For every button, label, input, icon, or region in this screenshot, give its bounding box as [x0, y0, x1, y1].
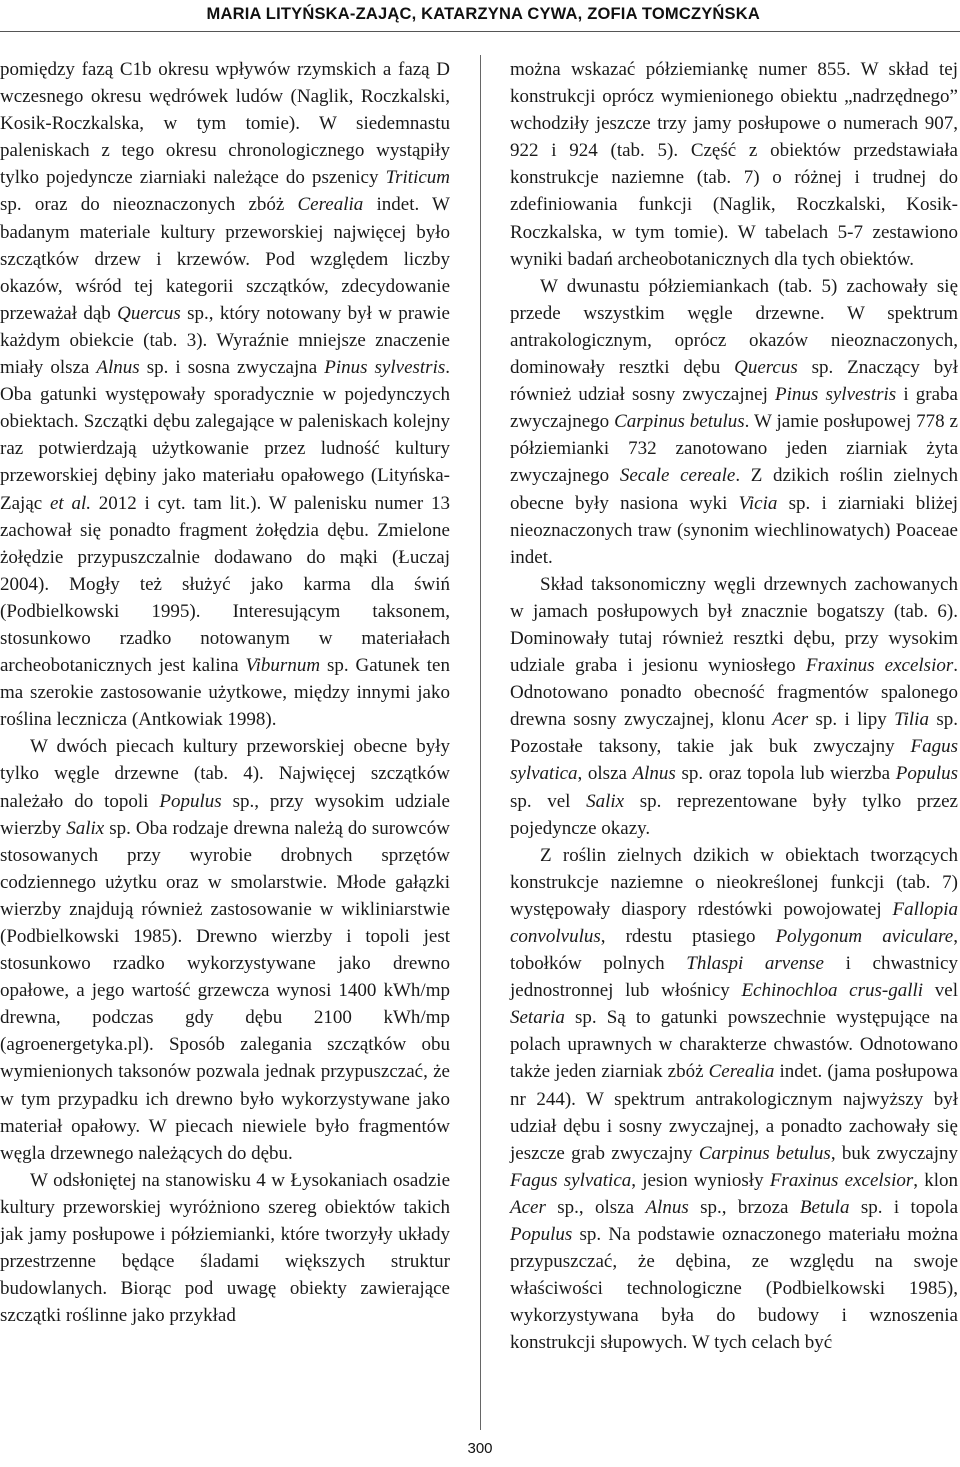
species-name: Salix	[586, 790, 625, 812]
text-run: indet. W badanym materiale kultury przeworskiej najwięcej było szczątków drzew i krzewów. Pod względem liczby okazów, wśród tej kategorii szczątków, zdecydowanie przeważał dąb	[0, 194, 450, 324]
paragraph	[0, 733, 450, 1167]
text-run: sp., olsza	[545, 1196, 646, 1218]
species-name: Populus	[159, 790, 222, 812]
text-run: vel	[923, 980, 958, 1002]
species-name: Quercus	[734, 357, 798, 379]
paragraph	[510, 842, 958, 1357]
species-name: Triticum	[385, 167, 450, 189]
column-divider	[480, 55, 481, 1430]
species-name: Pinus sylvestris	[775, 384, 897, 406]
species-name: Salix	[66, 817, 105, 839]
species-name: Quercus	[117, 302, 181, 324]
species-name: Fraxinus excelsior	[805, 655, 954, 677]
species-name: Viburnum	[245, 655, 321, 677]
text-run: pomiędzy fazą C1b okresu wpływów rzymskich a fazą D wczesnego okresu wędrówek ludów (Naglik, Roczkalski, Kosik-Roczkalska, w tym tomie). W siedemnastu paleniskach z tego okresu chronologicznego wystąpiły tylko pojedyncze ziarniaki należące do pszenicy	[0, 59, 450, 189]
text-run: sp. oraz topola lub wierzba	[675, 763, 896, 785]
text-run: , rdestu ptasiego	[600, 926, 776, 947]
species-name: Vicia	[738, 492, 778, 514]
right-column	[510, 56, 958, 1357]
species-name: Echinochloa crus-galli	[741, 980, 924, 1002]
running-header-authors: MARIA LITYŃSKA-ZAJĄC, KATARZYNA CYWA, ZOFIA TOMCZYŃSKA	[206, 5, 760, 23]
text-run: i chwastnicy jednostronnej lub włośnicy	[510, 953, 958, 1002]
species-name: Fallopia convolvulus	[510, 898, 958, 947]
text-run: sp. Znaczący był również udział sosny zwyczajnej	[510, 357, 958, 406]
text-run: sp. reprezentowane były tylko przez pojedyncze okazy.	[510, 790, 958, 839]
text-run: sp. Są to gatunki powszechnie występujące na polach uprawnych w charakterze chwastów. Odnotowano także jeden ziarniak zbóż	[510, 1007, 958, 1083]
text-run: W dwunastu półziemiankach (tab. 5) zachowały się przede wszystkim węgle drzewne. W spektrum antrakologicznym, oprócz okazów nieoznaczonych, dominowały resztki dębu	[510, 275, 958, 379]
text-run: sp. Pozostałe taksony, takie jak buk zwyczajny	[510, 709, 958, 758]
text-run: sp. Na podstawie oznaczonego materiału można przypuszczać, że dębina, ze względu na swoje właściwości technologiczne (Podbielkowski 1985), wykorzystywana była do budowy i wznoszenia konstrukcji słupowych. W tych celach być	[510, 1224, 958, 1354]
text-run: . Odnotowano ponadto obecność fragmentów spalonego drewna sosny zwyczajnej, klonu	[510, 655, 958, 731]
text-run: sp. oraz do nieoznaczonych zbóż	[0, 194, 298, 216]
species-name: Carpinus betulus	[614, 411, 745, 433]
text-run: sp., który notowany był w prawie każdym obiekcie (tab. 3). Wyraźnie mniejsze znaczenie miały olsza	[0, 302, 450, 379]
text-run: sp., przy wysokim udziale wierzby	[0, 790, 450, 839]
species-name: Betula	[799, 1196, 850, 1218]
species-name: Carpinus betulus	[698, 1142, 831, 1164]
text-run: sp. i sosna zwyczajna	[139, 357, 325, 379]
header-divider	[0, 31, 960, 32]
species-name: Alnus	[645, 1196, 689, 1218]
paragraph	[510, 273, 958, 571]
paragraph	[510, 571, 958, 842]
species-name: Fagus sylvatica	[510, 1169, 632, 1191]
species-name: Secale cereale	[619, 465, 736, 487]
text-run: sp. Gatunek ten ma szerokie zastosowanie użytkowe, między innymi jako roślina lecznicza (Antkowiak 1998).	[0, 655, 450, 731]
species-name: Fagus sylvatica	[510, 736, 958, 785]
species-name: Setaria	[510, 1007, 565, 1029]
text-run: można wskazać półziemiankę numer 855. W skład tej konstrukcji oprócz wymienionego obiektu „nadrzędnego” wchodziły jeszcze trzy jamy posłupowe o numerach 907, 922 i 924 (tab. 5). Część z obiektów przedstawiała konstrukcje naziemne (tab. 7) o różnej i trudnej do zdefiniowania funkcji (Naglik, Roczkalski, Kosik-Roczkalska, w tym tomie). W tabelach 5-7 zestawiono wyniki badań archeobotanicznych dla tych obiektów.	[510, 59, 958, 270]
text-run: i graba zwyczajnego	[510, 384, 958, 433]
text-run: , buk zwyczajny	[830, 1142, 958, 1164]
text-run: sp. vel	[510, 790, 587, 812]
species-name: Pinus sylvestris	[324, 357, 446, 379]
text-run: , tobołków polnych	[510, 926, 958, 975]
text-run: . Z dzikich roślin zielnych obecne były nasiona wyki	[510, 465, 958, 514]
text-run: . Oba gatunki występowały sporadycznie w pojedynczych obiektach. Szczątki dębu zalegające w paleniskach kolejny raz potwierdzają użytkowanie przez ludność kultury przeworskiej dębiny jako materiału opałowego (Lityńska-Zając	[0, 357, 451, 514]
species-name: Cerealia	[708, 1061, 775, 1083]
species-name: Alnus	[96, 357, 140, 379]
text-run: sp. Oba rodzaje drewna należą do surowców stosowanych przy wyrobie drobnych sprzętów codziennego użytku oraz w smolarstwie. Młode gałązki wierzby znajdują również zastosowanie w wikliniarstwie (Podbielkowski 1985). Drewno wierzby i topoli jest stosunkowo rzadko wykorzystywane jako drewno opałowe, a jego wartość grzewcza wynosi 1400 kWh/mp drewna, podczas gdy dębu 2100 kWh/mp (agroenergetyka.pl). Sposób zalegania szczątków obu wymienionych taksonów pozwala jednak przypuszczać, że w tym przypadku ich drewno było wykorzystywane jako materiał opałowy. W piecach niewiele było fragmentów węgla drzewnego należących do dębu.	[0, 817, 450, 1164]
page-number: 300	[467, 1440, 493, 1457]
text-run: W odsłoniętej na stanowisku 4 w Łysokaniach osadzie kultury przeworskiej wyróżniono szereg obiektów takich jak jamy posłupowe i półziemianki, które tworzyły układy przestrzenne będące śladami większych struktur budowlanych. Biorąc pod uwagę obiekty zawierające szczątki roślinne jako przykład	[0, 1169, 450, 1327]
species-name: Fraxinus excelsior	[769, 1169, 914, 1191]
paragraph	[0, 1167, 450, 1330]
text-run: W dwóch piecach kultury przeworskiej obecne były tylko węgle drzewne (tab. 4). Najwięcej szczątków należało do topoli	[0, 736, 450, 812]
species-name: Populus	[510, 1224, 573, 1246]
species-name: Alnus	[632, 763, 676, 785]
paragraph	[0, 56, 450, 733]
species-name: Thlaspi arvense	[686, 953, 824, 975]
text-run: , klon	[913, 1169, 959, 1191]
text-run: , olsza	[577, 763, 633, 785]
paragraph	[510, 56, 958, 273]
text-run: sp. i topola	[849, 1196, 958, 1218]
text-run: Skład taksonomiczny węgli drzewnych zachowanych w jamach posłupowych był znacznie bogatszy (tab. 6). Dominowały tutaj również resztki dębu, przy wysokim udziale graba i jesionu wyniosłego	[510, 573, 958, 677]
text-run: 2012 i cyt. tam lit.). W palenisku numer 13 zachował się ponadto fragment żołędzia dębu. Zmielone żołędzie przypuszczalnie dodawano do mąki (Łuczaj 2004). Mogły też służyć jako karma dla świń (Podbielkowski 1995). Interesującym taksonem, stosunkowo rzadko notowanym w materiałach archeobotanicznych jest kalina	[0, 492, 451, 677]
text-run: sp. i lipy	[808, 709, 895, 731]
text-run: sp. i ziarniaki bliżej nieoznaczonych traw (synonim wiechlinowatych) Poaceae indet.	[510, 492, 958, 568]
text-run: . W jamie posłupowej 778 z półziemianki 732 zanotowano jeden ziarniak żyta zwyczajnego	[510, 411, 958, 487]
species-name: Polygonum aviculare	[775, 926, 954, 947]
text-run: , jesion wyniosły	[631, 1169, 770, 1191]
species-name: Populus	[895, 763, 958, 785]
text-run: sp., brzoza	[688, 1196, 800, 1218]
species-name: et al.	[49, 492, 91, 514]
species-name: Cerealia	[297, 194, 364, 216]
text-run: indet. (jama posłupowa nr 244). W spektrum antrakologicznym najwyższy był udział dębu i sosny zwyczajnej, a ponadto zachowały się jeszcze grab zwyczajny	[510, 1061, 958, 1164]
species-name: Acer	[510, 1196, 546, 1218]
species-name: Acer	[772, 709, 809, 731]
text-run: Z roślin zielnych dzikich w obiektach tworzących konstrukcje naziemne o nieokreślonej funkcji (tab. 7) występowały diaspory rdestówki powojowatej	[510, 844, 958, 920]
left-column	[0, 56, 450, 1329]
species-name: Tilia	[894, 709, 929, 731]
